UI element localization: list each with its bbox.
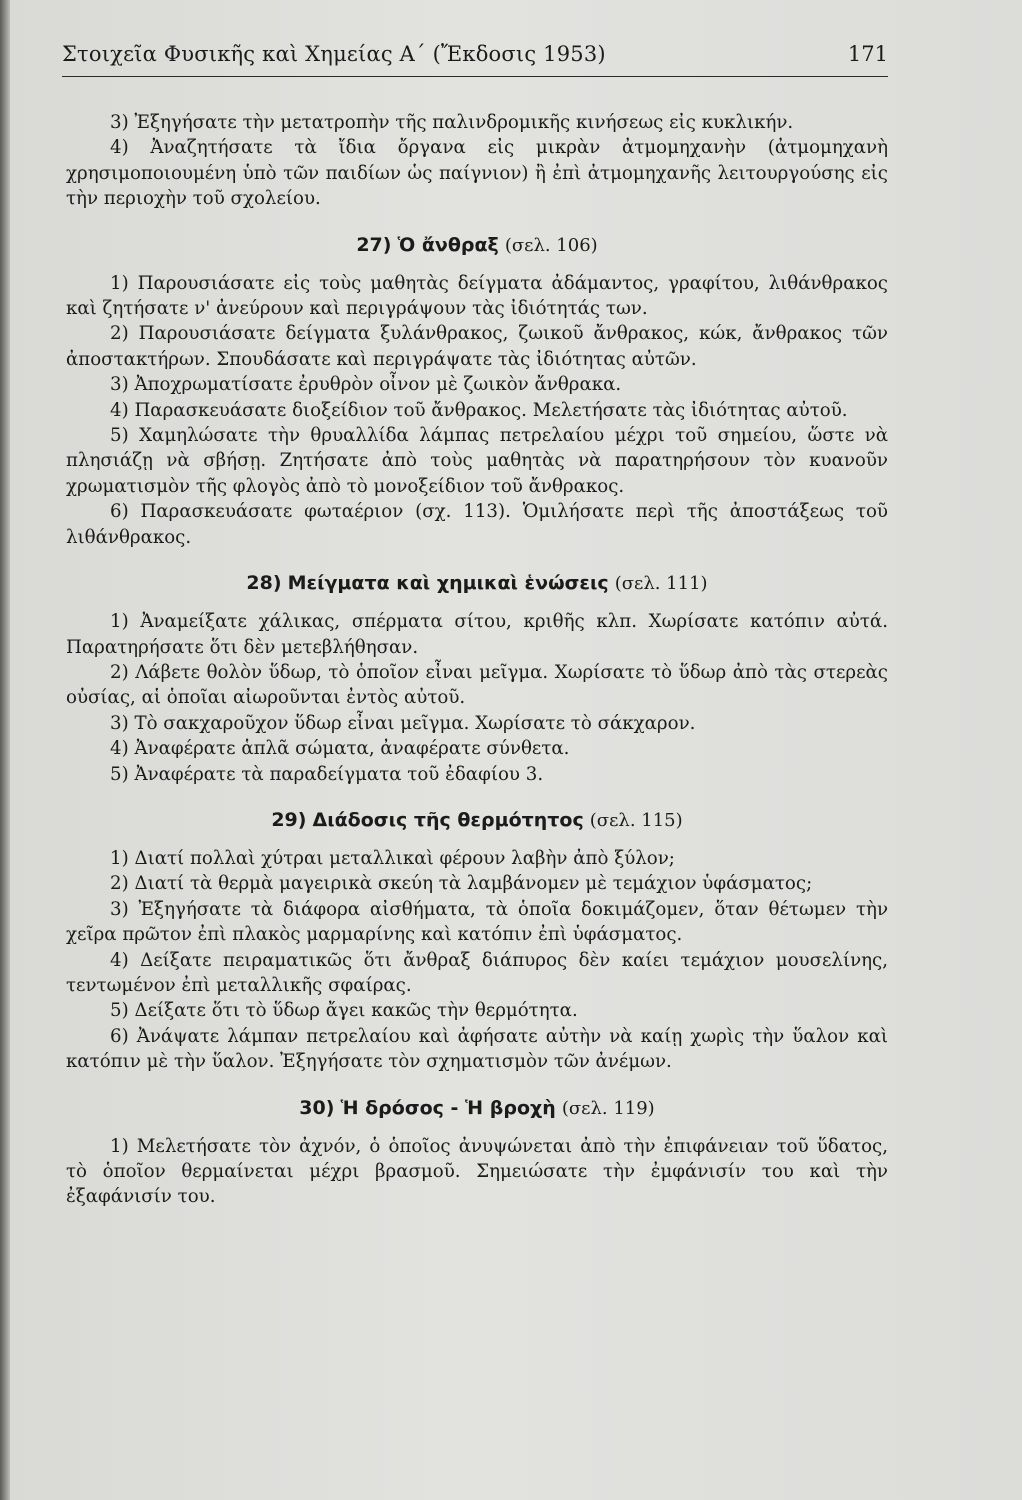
paragraph: 3) Ἐξηγήσατε τὰ διάφορα αἰσθήματα, τὰ ὁποῖα δοκιμάζομεν, ὅταν θέτωμεν τὴν χεῖρα πρῶτον ἐπὶ πλακὸς μαρμαρίνης καὶ κατόπιν ἐπὶ ὑφάσματος. xyxy=(66,898,888,946)
paragraph: 1) Διατί πολλαὶ χύτραι μεταλλικαὶ φέρουν λαβὴν ἀπὸ ξύλον; xyxy=(110,847,675,869)
paragraph: 2) Λάβετε θολὸν ὕδωρ, τὸ ὁποῖον εἶναι μεῖγμα. Χωρίσατε τὸ ὕδωρ ἀπὸ τὰς στερεὰς οὐσίας, αἱ ὁποῖαι αἰωροῦνται ἐντὸς αὐτοῦ. xyxy=(66,661,888,709)
section-title: Ἡ δρόσος - Ἡ βροχὴ xyxy=(340,1096,556,1119)
paragraph: 1) Παρουσιάσατε εἰς τοὺς μαθητὰς δείγματα ἀδάμαντος, γραφίτου, λιθάνθρακος καὶ ζητήσατε ν' ἀνεύρουν καὶ περιγράψουν τὰς ἰδιότητάς των. xyxy=(66,272,888,320)
paragraph: 4) Ἀναφέρατε ἁπλᾶ σώματα, ἀναφέρατε σύνθετα. xyxy=(110,738,570,760)
paragraph: 2) Παρουσιάσατε δείγματα ξυλάνθρακος, ζωικοῦ ἄνθρακος, κώκ, ἄνθρακος τῶν ἀποστακτήρων. Σπουδάσατε καὶ περιγράψατε τὰς ἰδιότητας αὐτῶν. xyxy=(66,323,888,370)
paragraph: 4) Ἀναζητήσατε τὰ ἴδια ὄργανα εἰς μικρὰν ἀτμομηχανὴν (ἀτμομηχανὴ χρησιμοποιουμένη ὑπὸ τῶν παιδίων ὡς παίγνιον) ἢ ἐπὶ ἀτμομηχανῆς λειτουργούσης εἰς τὴν περιοχὴν τοῦ σχολείου. xyxy=(66,137,888,210)
paragraph: 3) Τὸ σακχαροῦχον ὕδωρ εἶναι μεῖγμα. Χωρίσατε τὸ σάκχαρον. xyxy=(110,712,696,734)
section-heading xyxy=(66,232,888,259)
section-number: 30) xyxy=(299,1096,335,1119)
paragraph: 2) Διατί τὰ θερμὰ μαγειρικὰ σκεύη τὰ λαμβάνομεν μὲ τεμάχιον ὑφάσματος; xyxy=(110,873,813,895)
page-body xyxy=(66,110,888,1210)
paragraph: 1) Ἀναμείξατε χάλικας, σπέρματα σίτου, κριθῆς κλπ. Χωρίσατε κατόπιν αὐτά. Παρατηρήσατε ὅτι δὲν μετεβλήθησαν. xyxy=(66,611,888,658)
paragraph: 5) Ἀναφέρατε τὰ παραδείγματα τοῦ ἐδαφίου 3. xyxy=(110,763,544,785)
page-reference: (σελ. 115) xyxy=(589,809,683,831)
paragraph: 6) Παρασκευάσατε φωταέριον (σχ. 113). Ὁμιλήσατε περὶ τῆς ἀποστάξεως τοῦ λιθάνθρακος. xyxy=(66,501,888,548)
section-number: 27) xyxy=(356,233,392,256)
page-number: 171 xyxy=(847,42,888,66)
paragraph: 3) Ἐξηγήσατε τὴν μετατροπὴν τῆς παλινδρομικῆς κινήσεως εἰς κυκλικήν. xyxy=(110,112,794,133)
paragraph: 6) Ἀνάψατε λάμπαν πετρελαίου καὶ ἀφήσατε αὐτὴν νὰ καίῃ χωρὶς τὴν ὕαλον καὶ κατόπιν μὲ τὴν ὕαλον. Ἐξηγήσατε τὸν σχηματισμὸν τῶν ἀνέμων. xyxy=(66,1025,888,1073)
paragraph: 3) Ἀποχρωματίσατε ἐρυθρὸν οἶνον μὲ ζωικὸν ἄνθρακα. xyxy=(110,374,622,396)
page-reference: (σελ. 111) xyxy=(614,573,708,595)
paragraph: 5) Δείξατε ὅτι τὸ ὕδωρ ἄγει κακῶς τὴν θερμότητα. xyxy=(110,1000,578,1022)
section-number: 29) xyxy=(271,808,307,831)
paragraph: 1) Μελετήσατε τὸν ἀχνόν, ὁ ὁποῖος ἀνυψώνεται ἀπὸ τὴν ἐπιφάνειαν τοῦ ὕδατος, τὸ ὁποῖον θερμαίνεται μέχρι βρασμοῦ. Σημειώσατε τὴν ἐμφάνισίν του καὶ τὴν ἐξαφάνισίν του. xyxy=(66,1135,888,1208)
page-reference: (σελ. 119) xyxy=(561,1097,655,1119)
paragraph: 4) Παρασκευάσατε διοξείδιον τοῦ ἄνθρακος. Μελετήσατε τὰς ἰδιότητας αὐτοῦ. xyxy=(110,399,848,421)
running-title: Στοιχεῖα Φυσικῆς καὶ Χημείας Α΄ (Ἔκδοσις 1953) xyxy=(62,42,606,66)
paragraph: 5) Χαμηλώσατε τὴν θρυαλλίδα λάμπας πετρελαίου μέχρι τοῦ σημείου, ὥστε νὰ πλησιάζῃ νὰ σβήσῃ. Ζητήσατε ἀπὸ τοὺς μαθητὰς νὰ παρατηρήσουν τὸν κυανοῦν χρωματισμὸν τῆς φλογὸς ἀπὸ τὸ μονοξείδιον τοῦ ἄνθρακος. xyxy=(66,425,888,497)
running-header xyxy=(62,42,888,74)
paragraph: 4) Δείξατε πειραματικῶς ὅτι ἄνθραξ διάπυρος δὲν καίει τεμάχιον μουσελίνης, τεντωμένον ἐπὶ μεταλλικῆς σφαίρας. xyxy=(66,949,888,996)
section-heading xyxy=(66,807,888,834)
section-number: 28) xyxy=(246,572,282,595)
section-title: Διάδοσις τῆς θερμότητος xyxy=(312,808,584,831)
section-title: Ὁ ἄνθραξ xyxy=(397,233,499,256)
page-reference: (σελ. 106) xyxy=(504,234,598,256)
header-rule xyxy=(62,76,888,77)
section-heading xyxy=(66,570,888,597)
section-heading xyxy=(66,1095,888,1122)
section-title: Μείγματα καὶ χημικαὶ ἑνώσεις xyxy=(287,572,609,595)
